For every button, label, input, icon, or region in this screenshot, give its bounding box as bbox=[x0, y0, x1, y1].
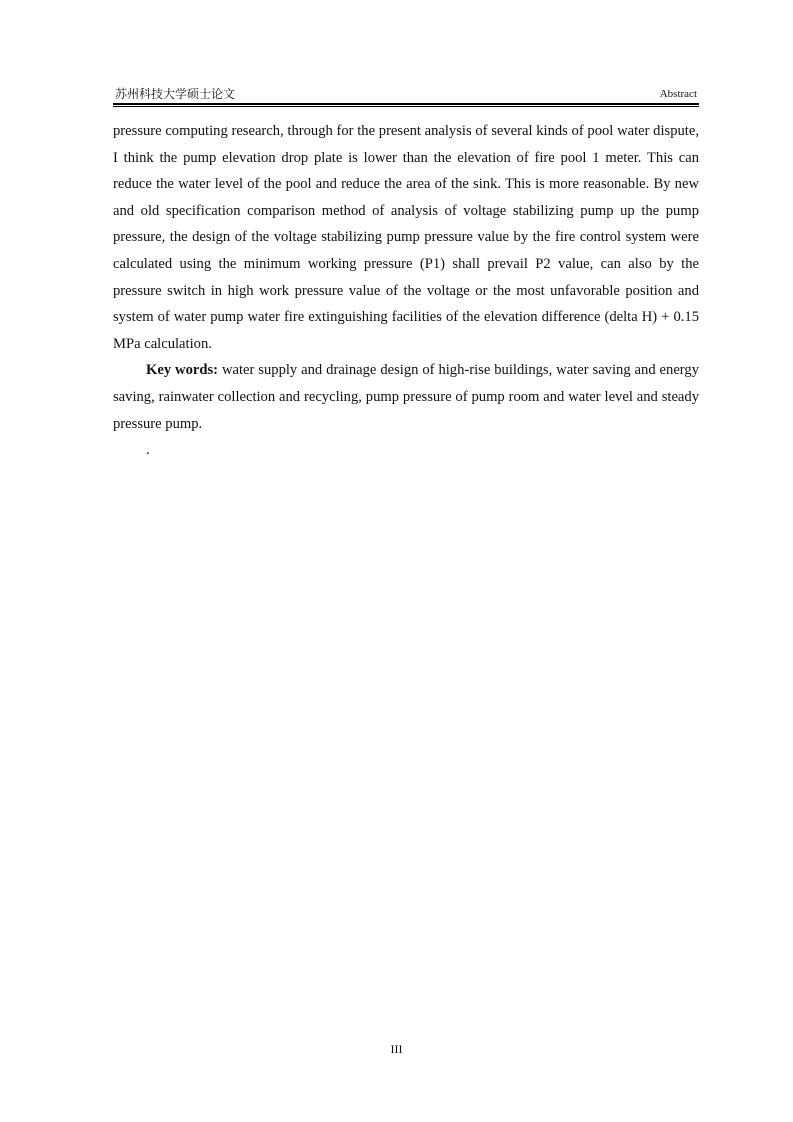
keywords-label: Key words: bbox=[146, 362, 219, 379]
header-section-title: Abstract bbox=[659, 88, 697, 100]
abstract-body bbox=[113, 118, 699, 464]
header-rule-thin bbox=[113, 106, 699, 107]
page-number: III bbox=[390, 1042, 403, 1056]
header-university-title: 苏州科技大学硕士论文 bbox=[115, 87, 236, 101]
abstract-paragraph: pressure computing research, through for the present analysis of several kinds of pool water dispute, I think the pump elevation drop plate is lower than the elevation of fire pool 1 meter. This can reduce the water level of the pool and reduce the area of the sink. This is more reasonable. By new and old specification comparison method of analysis of voltage stabilizing pump up the pump pressure, the design of the voltage stabilizing pump pressure value by the fire control system were calculated using the minimum working pressure (P1) shall prevail P2 value, can also by the pressure switch in high work pressure value of the voltage or the most unfavorable position and system of water pump water fire extinguishing facilities of the elevation difference (delta H) + 0.15 MPa calculation. bbox=[113, 123, 699, 352]
keywords-text: water supply and drainage design of high-rise buildings, water saving and energy saving, rainwater collection and recycling, pump pressure of pump room and water level and steady pressure pump. bbox=[113, 362, 699, 432]
header-rule bbox=[113, 103, 699, 105]
page-header bbox=[113, 86, 699, 102]
keywords-paragraph bbox=[113, 357, 699, 437]
trailing-dot: . bbox=[146, 442, 150, 459]
